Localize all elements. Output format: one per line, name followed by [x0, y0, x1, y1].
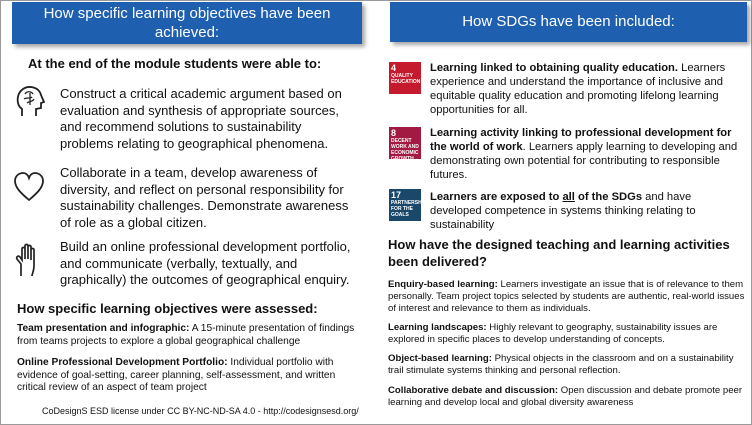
sdg-title: QUALITY EDUCATION	[391, 73, 421, 85]
sdg-17-text	[430, 190, 745, 232]
sdg-4-text	[430, 61, 745, 117]
objectives-heading: At the end of the module students were able to:	[28, 56, 322, 71]
sdg-bold: Learners are exposed to	[430, 191, 563, 203]
sdg-bold-underline: all	[562, 191, 575, 203]
objectives-banner: How specific learning objectives have been achieved:	[12, 2, 362, 44]
activity-item	[388, 279, 746, 316]
sdg-title: PARTNERSHIPS FOR THE GOALS	[391, 200, 430, 218]
assessment-heading: How specific learning objectives were assessed:	[17, 301, 318, 316]
sdg-bold: Learning linked to obtaining quality education.	[430, 62, 678, 74]
assessment-item	[17, 323, 357, 348]
objective-text: Construct a critical academic argument based on evaluation and synthesis of appropriate sources, and recommend solutions to sustainability problems relating to geographical phenomena.	[60, 86, 342, 151]
brain-head-icon	[12, 84, 46, 118]
heart-icon	[12, 170, 46, 204]
hand-icon	[12, 244, 46, 278]
delivery-heading: How have the designed teaching and learning activities been delivered?	[388, 237, 730, 269]
sdg-number: 17	[391, 190, 402, 200]
sdg-4-badge	[389, 62, 421, 94]
sdgs-banner: How SDGs have been included:	[390, 2, 747, 42]
activity-text: Highly relevant to geography, sustainability issues are explored in specific places to develop understanding of concepts.	[388, 322, 718, 346]
assessment-label: Team presentation and infographic:	[17, 323, 190, 334]
sdg-desc: Learners experience and understand the importance of inclusive and equitable quality education and promoting lifelong learning opportunities for all.	[430, 62, 726, 116]
sdg-desc: . Learners apply learning to developing and demonstrating own potential for contributing to responsible futures.	[430, 141, 738, 181]
activity-label: Learning landscapes:	[388, 322, 487, 333]
sdg-17-badge	[389, 189, 430, 221]
assessment-item	[17, 357, 357, 395]
objective-text: Build an online professional development portfolio, and communicate (verbally, textually, and graphically) the outcomes of geographical enquiry.	[60, 239, 351, 287]
activity-item	[388, 322, 746, 346]
sdg-bold: Learning activity linking to professional development for the world of work	[430, 127, 732, 153]
sdg-number: 8	[391, 128, 397, 138]
sdg-8-badge	[389, 127, 421, 162]
sdg-title: DECENT WORK AND ECONOMIC GROWTH	[391, 138, 419, 162]
objective-text: Collaborate in a team, develop awareness of diversity, and reflect on personal responsibility for sustainability challenges. Demonstrate awareness of role as a global citizen.	[60, 165, 349, 230]
assessment-text: Individual portfolio with evidence of goal-setting, career planning, self-assessment, and written critical review of an aspect of team project	[17, 357, 336, 393]
activity-text: Physical objects in the classroom and on a sustainability trail stimulate systems thinking and personal reflection.	[388, 353, 734, 377]
activity-label: Collaborative debate and discussion:	[388, 385, 559, 396]
sdg-8-text	[430, 126, 745, 182]
sdg-number: 4	[391, 63, 397, 73]
assessment-text: A 15-minute presentation of findings from teams projects to explore a global geographical challenge	[17, 323, 355, 347]
assessment-label: Online Professional Development Portfolio:	[17, 357, 228, 368]
activity-text: Open discussion and debate promote peer learning and develop local and global diversity awareness	[388, 385, 743, 409]
sdg-bold: of the SDGs	[574, 191, 643, 203]
license-footer: CoDesignS ESD license under CC BY-NC-ND-SA 4.0 - http://codesignsesd.org/	[42, 406, 359, 416]
activity-item	[388, 353, 746, 377]
activity-item	[388, 385, 746, 409]
activity-label: Object-based learning:	[388, 353, 492, 364]
activity-text: Learners investigate an issue that is of relevance to them personally. Team project topics selected by students are authentic, real-world issues of interest and relevance to them as individuals.	[388, 279, 745, 315]
sdg-desc: and have developed competence in systems thinking relating to sustainability	[430, 191, 696, 231]
activity-label: Enquiry-based learning:	[388, 279, 498, 290]
